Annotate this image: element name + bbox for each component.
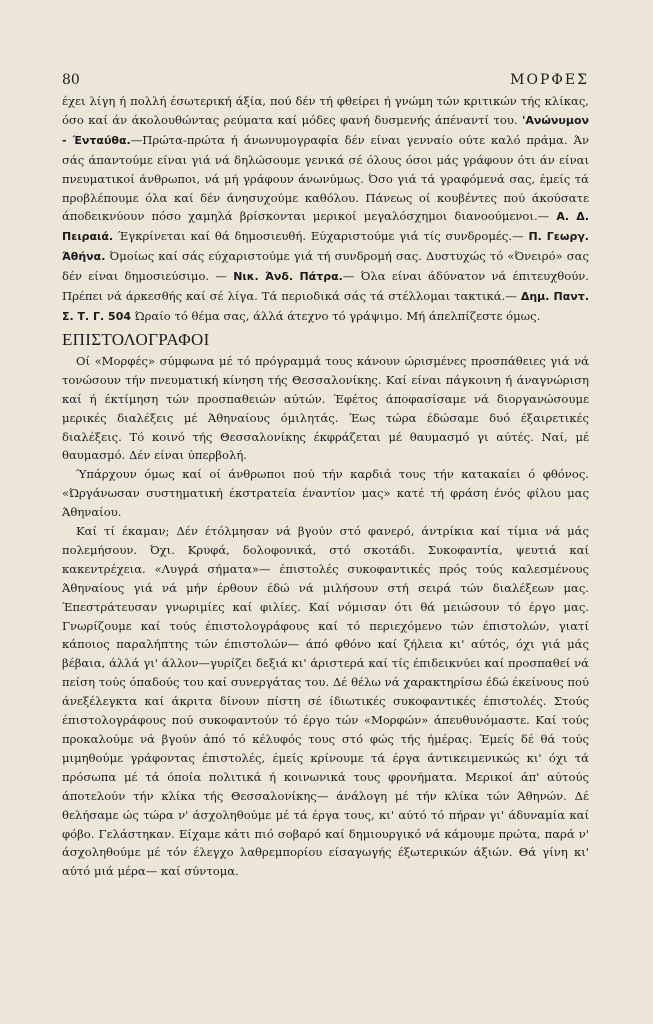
reply-text: —Πρώτα-πρώτα ή άνωνυμογραφία δέν είναι γενναίο ούτε καλό πράμα. Άν σάς άπαντούμε είναι γιά νά δηλώσουμε γενικά σέ όλους όσοι μάς γράφουν ότι άν είναι πνευματικοί άνθρωποι, νά μή γράφουν άνωνύμως. Όσο γιά τά γραφόμενά σας, έμείς τά προβλέπουμε όλα καί δέν άνησυχούμε καθόλου. Πάνεως οί κουβέντες πού άκούσατε άποδεικνύουν πόσο χαμηλά βρίσκονται μερικοί μεγαλόσχημοι διανοούμενοι.— [62, 132, 589, 224]
reply-text: Έγκρίνεται καί θά δημοσιευθή. Εύχαριστούμε γιά τίς συνδρομές.— [113, 229, 529, 244]
article-body [62, 92, 589, 881]
correspondent-name: Νικ. Άνδ. Πάτρα. [233, 270, 343, 284]
reply-text: έχει λίγη ή πολλή έσωτερική άξία, πού δέν τή φθείρει ή γνώμη τών κριτικών τής κλίκας, όσο καί άν άκολουθώντας ρεύματα καί μόδες φανή δυσμενής άπέναντί του. [62, 94, 589, 127]
reply-text: Όμοίως καί σάς εύχαριστούμε γιά τή συνδρομή σας. Δυστυχώς τό «Όνειρό» σας δέν είναι δημοσιεύσιμο. — [62, 249, 589, 284]
page-number: 80 [62, 72, 80, 88]
correspondent-name: Α. Δ. Πειραιά. [62, 210, 589, 244]
paragraph: Καί τί έκαμαν; Δέν έτόλμησαν νά βγούν στό φανερό, άντρίκια καί τίμια νά μάς πολεμήσουν. Όχι. Κρυφά, δολοφονικά, στό σκοτάδι. Συκοφαντία, ψευτιά καί κακεντρέχεια. «Λυγρά σήματα»— έπιστολές συκοφαντικές πρός τούς καλεσμένους Άθηναίους γιά νά μήν έρθουν έδώ νά μιλήσουν στή σειρά τών διαλέξεων μας. Έπεστράτευσαν γνωριμίες καί φιλίες. Καί νόμισαν ότι θά μειώσουν τό έργο μας. Γνωρίζουμε καί τούς έπιστολογράφους καί τό περιεχόμενο τών έπιστολών, γιατί κάποιος παραλήπτης τών έπιστολών— άπό φθόνο καί ζήλεια κι' αύτός, όχι γιά μάς βέβαια, άλλά γι' άλλον—γυρίζει δεξιά κι' άριστερά καί τίς έπιδεικνύει καί προσπαθεί νά πείση τούς όπαδούς του καί συνεργάτας του. Δέ θέλω νά χαρακτηρίσω έδώ έκείνους πού άνεξέλεγκτα καί άκριτα δίνουν πίστη σέ ίδιωτικές συκοφαντικές έπιστολές. Στούς έπιστολογράφους πού συκοφαντούν τό έργο τών «Μορφών» άπευθυνόμαστε. Καί τούς προκαλούμε νά βγούν άπό τό κέλυφός τους στό φώς τής ήμέρας. Έμείς δέ θά τούς μιμηθούμε γράφοντας έπιστολές, έμείς κρίνουμε τά έργα άντικειμενικώς κι' όχι τά πρόσωπα μέ τά όποία πολιτικά ή κοινωνικά τους φρονήματα. Μερικοί άπ' αύτούς άποτελούν τήν κλίκα τής Θεσσαλονίκης— άνάλογη μέ τήν κλίκα τών Άθηνών. Δέ θελήσαμε ώς τώρα ν' άσχοληθούμε μέ τά έργα τους, κι' αύτό τό πήραν γι' άδυναμία καί φόβο. Γελάστηκαν. Είχαμε κάτι πιό σοβαρό καί δημιουργικό νά κάμουμε πρώτα, παρά ν' άσχοληθούμε μέ τόν έλεγχο λαθρεμπορίου είσαγωγής έξωτερικών άξιών. Θά γίνη κι' αύτό μιά μέρα— καί σύντομα. [62, 524, 589, 879]
correspondent-name: Π. Γεωργ. Άθήνα. [62, 230, 589, 264]
correspondent-name: 'Ανώνυμον - Ένταύθα. [62, 113, 589, 147]
correspondent-name: Δημ. Παντ. Σ. Τ. Γ. 504 [62, 290, 589, 323]
reply-text: Ώραίο τό θέμα σας, άλλά άτεχνο τό γράψιμο. Μή άπελπίζεστε όμως. [131, 308, 541, 323]
running-title: ΜΟΡΦΕΣ [510, 72, 589, 88]
page-header [62, 0, 589, 92]
paragraph: Οί «Μορφές» σύμφωνα μέ τό πρόγραμμά τους κάνουν ώρισμένες προσπάθειες γιά νά τονώσουν τήν πνευματική κίνηση τής Θεσσαλονίκης. Καί είναι πάγκοινη ή άναγνώριση καί ή έκτίμηση τών προσπαθειών αύτών. Έφέτος άποφασίσαμε νά διοργανώσουμε μερικές διαλέξεις μέ Άθηναίους όμιλητάς. Έως τώρα έδώσαμε δυό έξαιρετικές διαλέξεις. Τό κοινό τής Θεσσαλονίκης έκφράζεται μέ θαυμασμό γι αύτές. Ναί, μέ θαυμασμό. Δέν είναι ύπερβολή. [62, 353, 589, 463]
mail-replies [62, 92, 589, 327]
paragraph: Ύπάρχουν όμως καί οί άνθρωποι πού τήν καρδιά τους τήν κατακαίει ό φθόνος. «Ώργάνωσαν συστηματική έκστρατεία έναντίον μας» κατέ τή φράση ένός φίλου μας Άθηναίου. [62, 467, 589, 520]
section-title: ΕΠΙΣΤΟΛΟΓΡΑΦΟΙ [62, 329, 210, 349]
reply-text: — Όλα είναι άδύνατον νά έπιτευχθούν. Πρέπει νά άρκεσθής καί σέ λίγα. Τά περιοδικά σάς τά στέλλομαι τακτικά.— [62, 269, 589, 304]
